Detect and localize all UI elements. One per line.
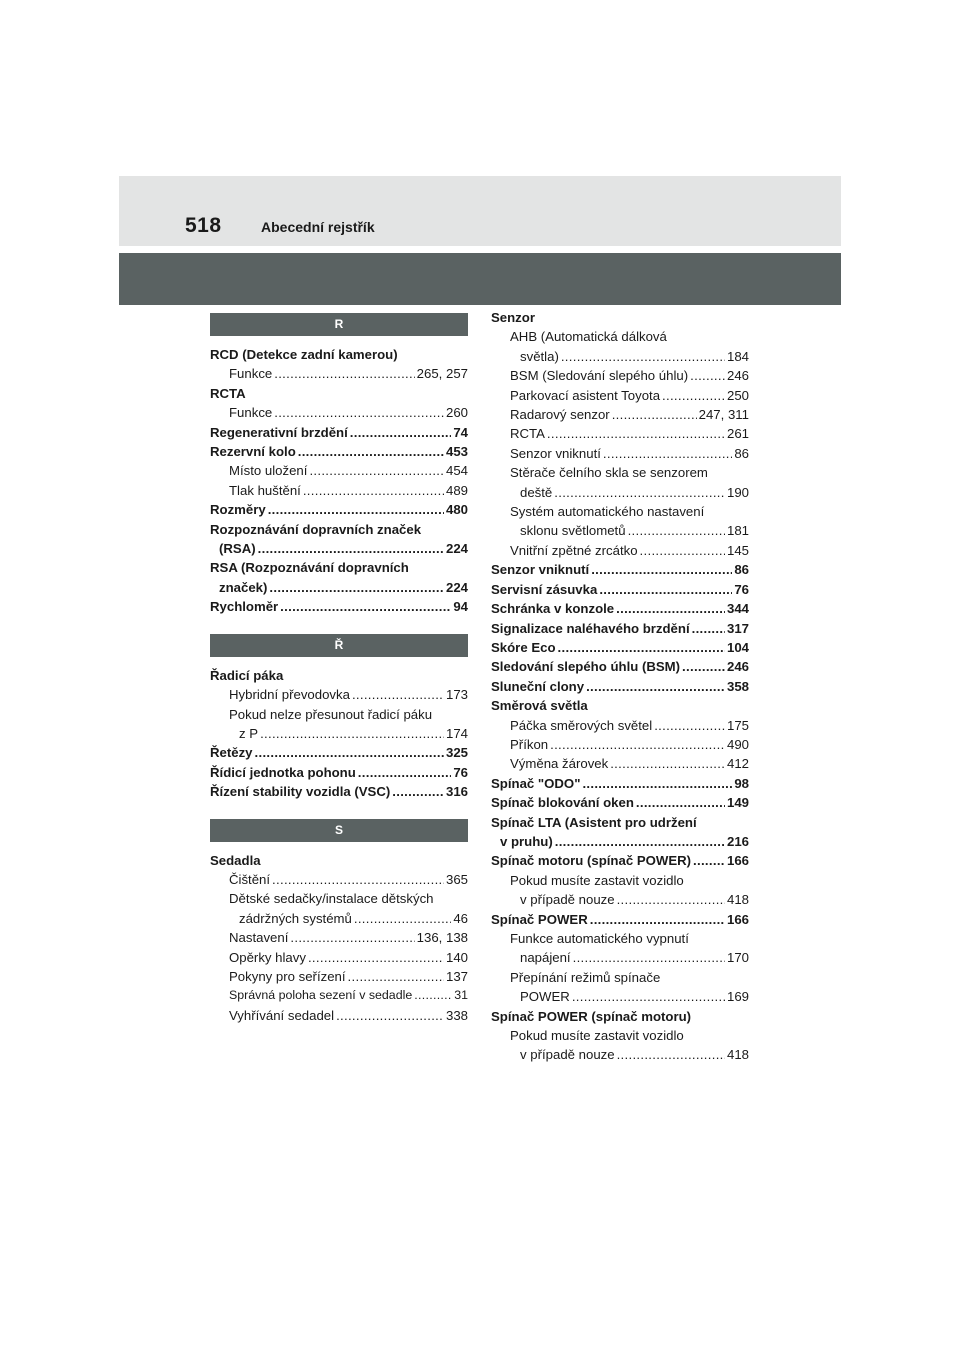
index-subentry <box>491 541 749 560</box>
entry-label: Řetězy <box>210 745 253 761</box>
entry-label: Pokud musíte zastavit vozidlo <box>510 1028 684 1044</box>
entry-label: Hybridní převodovka <box>229 687 350 703</box>
index-subentry <box>491 424 749 443</box>
dot-leader <box>610 754 725 773</box>
entry-label: Signalizace naléhavého brzdění <box>491 620 690 636</box>
dot-leader <box>303 481 444 500</box>
index-entry <box>491 793 749 812</box>
entry-label: napájení <box>520 950 571 966</box>
dot-leader <box>617 1045 725 1064</box>
index-entry <box>491 599 749 618</box>
index-entry <box>491 696 749 715</box>
page-reference[interactable]: 76 <box>734 581 749 597</box>
page-reference[interactable]: 145 <box>726 542 749 558</box>
page-reference[interactable]: 136, 138 <box>416 930 468 946</box>
page-reference[interactable]: 175 <box>726 717 749 733</box>
index-subentry <box>210 705 468 724</box>
page-reference[interactable]: 325 <box>445 745 468 761</box>
page-reference[interactable]: 247, 311 <box>698 407 749 423</box>
entry-label: Systém automatického nastavení <box>510 504 705 520</box>
page-reference[interactable]: 489 <box>445 482 468 498</box>
dot-leader <box>414 986 452 1005</box>
entry-label: Radarový senzor <box>510 407 610 423</box>
index-subentry <box>210 986 468 1005</box>
index-entry <box>491 560 749 579</box>
page-reference[interactable]: 358 <box>726 678 749 694</box>
entry-label: Přepínání režimů spínače <box>510 969 661 985</box>
index-subentry <box>491 483 749 502</box>
index-column-right <box>491 308 749 1065</box>
dot-leader <box>591 560 732 579</box>
entry-label: Řídicí jednotka pohonu <box>210 764 356 780</box>
entry-label: v případě nouze <box>520 1047 615 1063</box>
index-entry <box>210 500 468 519</box>
index-entry <box>491 813 749 832</box>
page-title: Abecední rejstřík <box>261 219 375 235</box>
dot-leader <box>350 423 452 442</box>
page-number: 518 <box>185 214 222 237</box>
dot-leader <box>358 763 452 782</box>
index-subentry <box>210 364 468 383</box>
page-reference[interactable]: 140 <box>445 949 468 965</box>
entry-label: Schránka v konzole <box>491 601 615 617</box>
dot-leader <box>352 685 444 704</box>
index-subentry <box>210 461 468 480</box>
entry-label: Čištění <box>229 871 271 887</box>
index-subentry <box>491 716 749 735</box>
section-header: R <box>210 313 468 336</box>
index-subentry <box>491 1026 749 1045</box>
page-reference[interactable]: 317 <box>726 620 749 636</box>
dot-leader <box>561 347 725 366</box>
entry-label: Senzor vniknutí <box>491 562 590 578</box>
page-reference[interactable]: 166 <box>726 911 749 927</box>
entry-label: Sluneční clony <box>491 678 585 694</box>
index-subentry <box>491 366 749 385</box>
entry-label: Rychloměr <box>210 599 279 615</box>
entry-label: RCTA <box>210 385 246 401</box>
entry-label: Sedadla <box>210 852 261 868</box>
index-entry <box>491 832 749 851</box>
entry-label: Senzor vniknutí <box>510 445 601 461</box>
page-reference[interactable]: 86 <box>734 445 749 461</box>
dot-leader <box>582 774 732 793</box>
dot-leader <box>308 948 444 967</box>
page-reference[interactable]: 173 <box>445 687 468 703</box>
index-entry <box>210 666 468 685</box>
page-reference[interactable]: 418 <box>726 1047 749 1063</box>
dot-leader <box>612 405 697 424</box>
page-reference[interactable]: 149 <box>726 795 749 811</box>
entry-label: deště <box>520 484 553 500</box>
page-reference[interactable]: 181 <box>726 523 749 539</box>
dot-leader <box>555 832 725 851</box>
page-reference[interactable]: 46 <box>453 910 468 926</box>
index-subentry <box>491 890 749 909</box>
index-entry <box>210 423 468 442</box>
dot-leader <box>547 424 725 443</box>
index-subentry <box>491 1045 749 1064</box>
index-subentry <box>210 724 468 743</box>
entry-label: světla) <box>520 348 559 364</box>
index-subentry <box>491 871 749 890</box>
index-subentry <box>210 928 468 947</box>
dot-leader <box>692 619 725 638</box>
dot-leader <box>290 928 414 947</box>
entry-label: Spínač motoru (spínač POWER) <box>491 853 692 869</box>
dot-leader <box>550 735 725 754</box>
page-reference[interactable]: 453 <box>445 444 468 460</box>
index-entry <box>210 782 468 801</box>
page-reference[interactable]: 86 <box>734 562 749 578</box>
dot-leader <box>640 541 725 560</box>
index-subentry <box>210 948 468 967</box>
entry-label: Místo uložení <box>229 463 308 479</box>
section-header: S <box>210 819 468 842</box>
index-entry <box>491 677 749 696</box>
entry-label: Pokud musíte zastavit vozidlo <box>510 872 684 888</box>
dot-leader <box>693 851 725 870</box>
index-subentry <box>491 386 749 405</box>
index-column-left <box>210 313 468 1025</box>
page-reference[interactable]: 490 <box>726 736 749 752</box>
page-reference[interactable]: 246 <box>726 659 749 675</box>
page-reference[interactable]: 94 <box>453 599 468 615</box>
index-subentry <box>491 948 749 967</box>
index-entry <box>210 558 468 577</box>
index-subentry <box>491 987 749 1006</box>
dot-leader <box>274 364 414 383</box>
index-entry <box>210 345 468 364</box>
page-reference[interactable]: 174 <box>445 725 468 741</box>
index-entry <box>491 774 749 793</box>
entry-label: Výměna žárovek <box>510 756 609 772</box>
page-reference[interactable]: 224 <box>445 541 468 557</box>
dot-leader <box>258 539 444 558</box>
dot-leader <box>392 782 444 801</box>
dot-leader <box>662 386 725 405</box>
page-reference[interactable]: 170 <box>726 950 749 966</box>
entry-label: Směrová světla <box>491 698 588 714</box>
entry-label: Spínač POWER <box>491 911 588 927</box>
page-reference[interactable]: 246 <box>726 368 749 384</box>
entry-label: sklonu světlometů <box>520 523 626 539</box>
dot-leader <box>280 597 451 616</box>
index-entry <box>491 657 749 676</box>
page-reference[interactable]: 31 <box>454 988 468 1003</box>
dot-leader <box>572 987 725 1006</box>
page-reference[interactable]: 344 <box>726 601 749 617</box>
page-reference[interactable]: 184 <box>726 348 749 364</box>
index-entry <box>210 851 468 870</box>
entry-label: RSA (Rozpoznávání dopravních <box>210 560 409 576</box>
entry-label: Dětské sedačky/instalace dětských <box>229 891 434 907</box>
index-subentry <box>210 909 468 928</box>
entry-label: Spínač POWER (spínač motoru) <box>491 1008 692 1024</box>
dot-leader <box>586 677 725 696</box>
dot-leader <box>603 444 732 463</box>
page-reference[interactable]: 418 <box>726 892 749 908</box>
dot-leader <box>616 599 725 618</box>
index-subentry <box>210 967 468 986</box>
index-entry <box>210 384 468 403</box>
page-reference[interactable]: 76 <box>453 764 468 780</box>
entry-label: Funkce <box>229 366 273 382</box>
entry-label: Tlak huštění <box>229 482 301 498</box>
index-subentry <box>210 685 468 704</box>
entry-label: v pruhu) <box>500 833 553 849</box>
entry-label: BSM (Sledování slepého úhlu) <box>510 368 689 384</box>
dot-leader <box>309 461 444 480</box>
index-subentry <box>210 1006 468 1025</box>
index-subentry <box>491 929 749 948</box>
index-subentry <box>491 327 749 346</box>
dot-leader <box>617 890 725 909</box>
index-subentry <box>210 403 468 422</box>
entry-label: v případě nouze <box>520 892 615 908</box>
dot-leader <box>628 521 725 540</box>
page-reference[interactable]: 169 <box>726 989 749 1005</box>
entry-label: Řízení stability vozidla (VSC) <box>210 784 391 800</box>
entry-label: Rezervní kolo <box>210 444 296 460</box>
dot-leader <box>260 724 444 743</box>
index-entry <box>491 1007 749 1026</box>
entry-label: AHB (Automatická dálková <box>510 329 667 345</box>
page-reference[interactable]: 261 <box>726 426 749 442</box>
index-entry <box>210 539 468 558</box>
entry-label: Servisní zásuvka <box>491 581 598 597</box>
entry-label: Správná poloha sezení v sedadle <box>229 988 413 1003</box>
index-subentry <box>491 347 749 366</box>
entry-label: RCD (Detekce zadní kamerou) <box>210 347 398 362</box>
index-entry <box>491 619 749 638</box>
entry-label: Rozměry <box>210 502 266 518</box>
entry-label: (RSA) <box>219 541 256 557</box>
entry-label: Senzor <box>491 310 535 325</box>
dot-leader <box>682 657 725 676</box>
page-reference[interactable]: 338 <box>445 1007 468 1023</box>
page-reference[interactable]: 454 <box>445 463 468 479</box>
dot-leader <box>348 967 444 986</box>
page-reference[interactable]: 365 <box>445 871 468 887</box>
index-subentry <box>491 502 749 521</box>
index-entry <box>210 442 468 461</box>
index-subentry <box>210 481 468 500</box>
index-entry <box>210 763 468 782</box>
page-reference[interactable]: 98 <box>734 775 749 791</box>
entry-label: Pokud nelze přesunout řadicí páku <box>229 706 433 722</box>
dot-leader <box>336 1006 444 1025</box>
index-subentry <box>491 968 749 987</box>
page-reference[interactable]: 412 <box>726 756 749 772</box>
entry-label: zádržných systémů <box>239 910 352 926</box>
index-entry <box>491 910 749 929</box>
index-entry <box>491 580 749 599</box>
dot-leader <box>636 793 725 812</box>
dot-leader <box>255 743 444 762</box>
dot-leader <box>590 910 725 929</box>
page-reference[interactable]: 260 <box>445 405 468 421</box>
entry-label: Řadicí páka <box>210 667 284 683</box>
index-subentry <box>491 463 749 482</box>
page-reference[interactable]: 216 <box>726 833 749 849</box>
entry-label: Páčka směrových světel <box>510 717 653 733</box>
entry-label: Spínač LTA (Asistent pro udržení <box>491 814 697 830</box>
page-reference[interactable]: 224 <box>445 579 468 595</box>
index-entry <box>210 578 468 597</box>
dot-leader <box>268 500 444 519</box>
index-subentry <box>491 521 749 540</box>
entry-label: Stěrače čelního skla se senzorem <box>510 465 708 481</box>
index-entry <box>491 638 749 657</box>
index-entry <box>210 597 468 616</box>
index-entry <box>210 743 468 762</box>
page-reference[interactable]: 265, 257 <box>416 366 468 382</box>
entry-label: Opěrky hlavy <box>229 949 306 965</box>
entry-label: Sledování slepého úhlu (BSM) <box>491 659 681 675</box>
index-subentry <box>210 889 468 908</box>
index-entry <box>210 520 468 539</box>
dot-leader <box>599 580 732 599</box>
page-reference[interactable]: 166 <box>726 853 749 869</box>
dot-leader <box>558 638 725 657</box>
page-reference[interactable]: 190 <box>726 484 749 500</box>
dot-leader <box>298 442 444 461</box>
section-header: Ř <box>210 634 468 657</box>
entry-label: Regenerativní brzdění <box>210 424 348 440</box>
entry-label: Vyhřívání sedadel <box>229 1007 335 1023</box>
page-reference[interactable]: 137 <box>445 968 468 984</box>
dot-leader <box>654 716 725 735</box>
dot-leader <box>272 870 444 889</box>
entry-label: Nastavení <box>229 930 289 946</box>
dot-leader <box>554 483 725 502</box>
entry-label: Vnitřní zpětné zrcátko <box>510 542 638 558</box>
index-subentry <box>491 754 749 773</box>
header-accent-bar <box>119 253 841 305</box>
entry-label: Skóre Eco <box>491 639 556 655</box>
dot-leader <box>573 948 725 967</box>
entry-label: Spínač "ODO" <box>491 775 581 791</box>
index-subentry <box>491 735 749 754</box>
header-band <box>119 176 841 246</box>
entry-label: Funkce <box>229 405 273 421</box>
entry-label: Pokyny pro seřízení <box>229 968 346 984</box>
dot-leader <box>354 909 451 928</box>
entry-label: RCTA <box>510 426 545 442</box>
entry-label: z P <box>239 725 259 741</box>
page-reference[interactable]: 316 <box>445 784 468 800</box>
index-subentry <box>491 405 749 424</box>
entry-label: Spínač blokování oken <box>491 795 634 811</box>
index-subentry <box>210 870 468 889</box>
entry-label: Příkon <box>510 736 549 752</box>
entry-label: značek) <box>219 579 268 595</box>
dot-leader <box>274 403 444 422</box>
entry-label: Parkovací asistent Toyota <box>510 387 661 403</box>
index-subentry <box>491 444 749 463</box>
page-reference[interactable]: 74 <box>453 424 468 440</box>
page-reference[interactable]: 104 <box>726 639 749 655</box>
index-entry <box>491 308 749 327</box>
entry-label: Rozpoznávání dopravních značek <box>210 521 422 537</box>
dot-leader <box>269 578 444 597</box>
page-reference[interactable]: 250 <box>726 387 749 403</box>
index-entry <box>491 851 749 870</box>
page-reference[interactable]: 480 <box>445 502 468 518</box>
entry-label: POWER <box>520 989 570 1005</box>
dot-leader <box>690 366 725 385</box>
entry-label: Funkce automatického vypnutí <box>510 931 689 946</box>
